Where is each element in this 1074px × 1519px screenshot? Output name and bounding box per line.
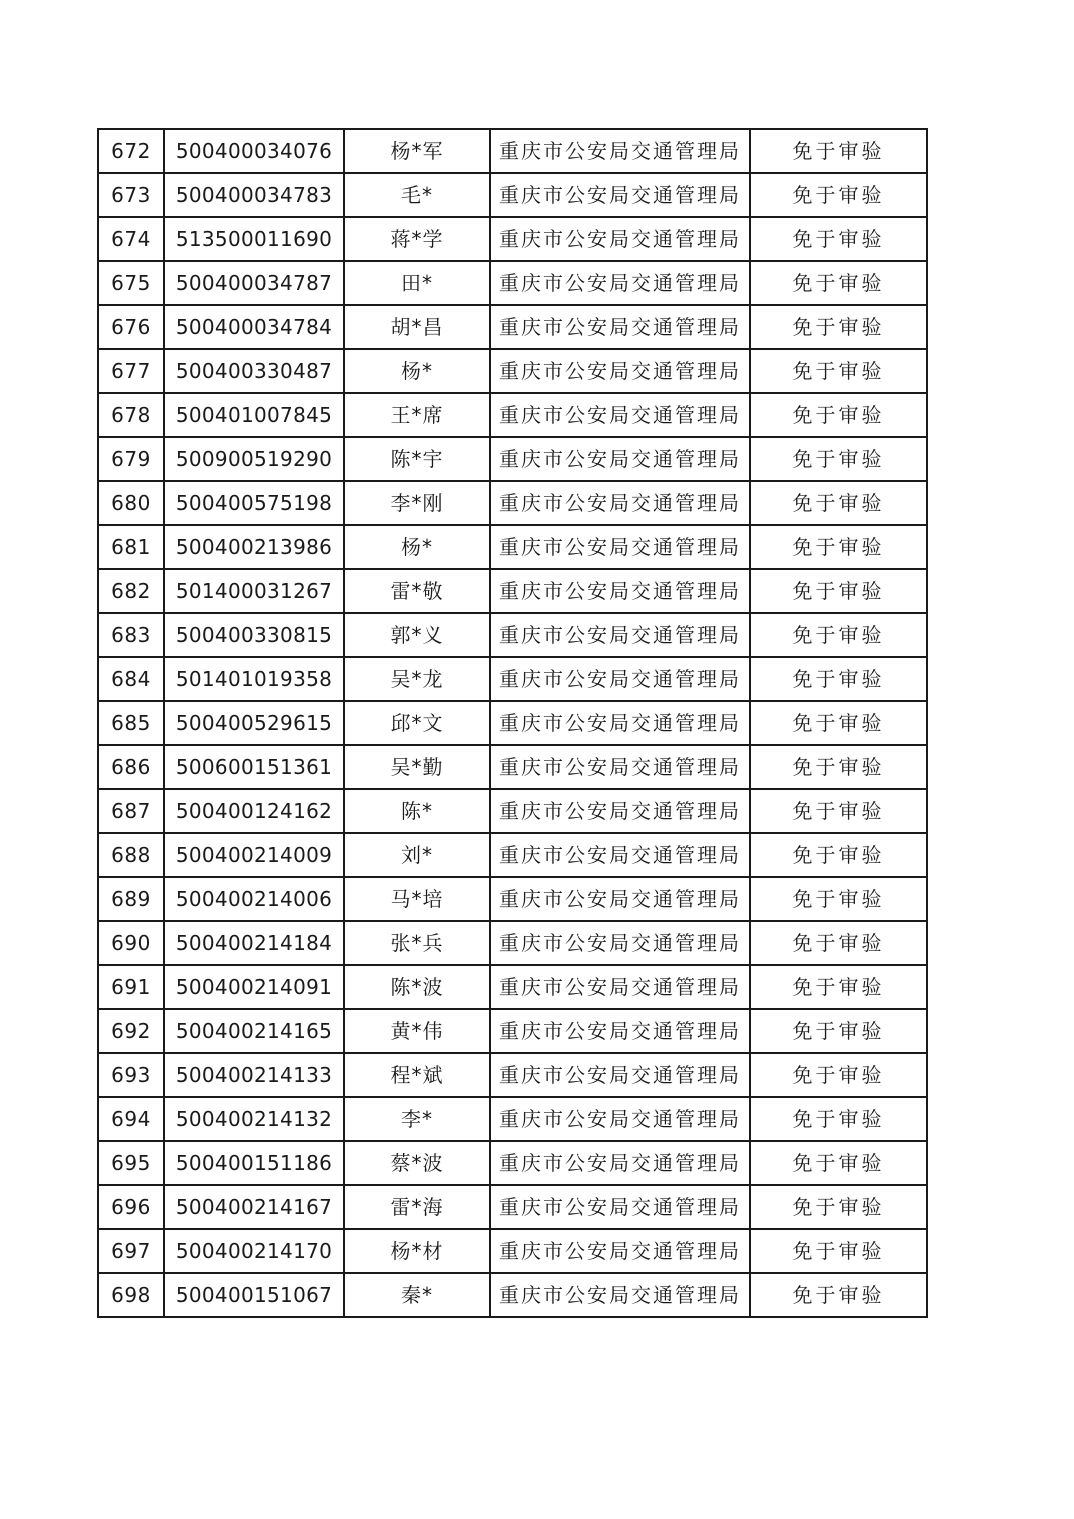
authority-cell: 重庆市公安局交通管理局 bbox=[490, 965, 750, 1009]
record-id-cell: 500400330815 bbox=[164, 613, 344, 657]
table-row bbox=[98, 877, 927, 921]
record-id-cell: 500400034783 bbox=[164, 173, 344, 217]
record-id-cell: 500400214006 bbox=[164, 877, 344, 921]
row-number-cell: 682 bbox=[98, 569, 164, 613]
records-table bbox=[97, 128, 928, 1318]
row-number-cell: 685 bbox=[98, 701, 164, 745]
table-row bbox=[98, 217, 927, 261]
person-name-cell: 黄*伟 bbox=[344, 1009, 490, 1053]
person-name-cell: 陈*波 bbox=[344, 965, 490, 1009]
table-row bbox=[98, 481, 927, 525]
record-id-cell: 513500011690 bbox=[164, 217, 344, 261]
authority-cell: 重庆市公安局交通管理局 bbox=[490, 393, 750, 437]
result-cell: 免于审验 bbox=[750, 657, 927, 701]
table-row bbox=[98, 1141, 927, 1185]
person-name-cell: 杨* bbox=[344, 525, 490, 569]
result-cell: 免于审验 bbox=[750, 1185, 927, 1229]
table-row bbox=[98, 393, 927, 437]
person-name-cell: 张*兵 bbox=[344, 921, 490, 965]
authority-cell: 重庆市公安局交通管理局 bbox=[490, 833, 750, 877]
record-id-cell: 500400214091 bbox=[164, 965, 344, 1009]
row-number-cell: 695 bbox=[98, 1141, 164, 1185]
person-name-cell: 陈*宇 bbox=[344, 437, 490, 481]
table-row bbox=[98, 1185, 927, 1229]
authority-cell: 重庆市公安局交通管理局 bbox=[490, 745, 750, 789]
person-name-cell: 吴*龙 bbox=[344, 657, 490, 701]
row-number-cell: 673 bbox=[98, 173, 164, 217]
table-row bbox=[98, 1009, 927, 1053]
result-cell: 免于审验 bbox=[750, 481, 927, 525]
authority-cell: 重庆市公安局交通管理局 bbox=[490, 569, 750, 613]
result-cell: 免于审验 bbox=[750, 833, 927, 877]
person-name-cell: 陈* bbox=[344, 789, 490, 833]
row-number-cell: 676 bbox=[98, 305, 164, 349]
person-name-cell: 秦* bbox=[344, 1273, 490, 1317]
table-row bbox=[98, 1097, 927, 1141]
row-number-cell: 687 bbox=[98, 789, 164, 833]
authority-cell: 重庆市公安局交通管理局 bbox=[490, 349, 750, 393]
result-cell: 免于审验 bbox=[750, 701, 927, 745]
result-cell: 免于审验 bbox=[750, 877, 927, 921]
person-name-cell: 郭*义 bbox=[344, 613, 490, 657]
table-row bbox=[98, 1229, 927, 1273]
result-cell: 免于审验 bbox=[750, 745, 927, 789]
table-row bbox=[98, 1273, 927, 1317]
person-name-cell: 杨*军 bbox=[344, 129, 490, 173]
result-cell: 免于审验 bbox=[750, 1229, 927, 1273]
record-id-cell: 500400151186 bbox=[164, 1141, 344, 1185]
table-row bbox=[98, 525, 927, 569]
person-name-cell: 蒋*学 bbox=[344, 217, 490, 261]
record-id-cell: 500400034787 bbox=[164, 261, 344, 305]
result-cell: 免于审验 bbox=[750, 789, 927, 833]
record-id-cell: 500400214165 bbox=[164, 1009, 344, 1053]
person-name-cell: 杨* bbox=[344, 349, 490, 393]
result-cell: 免于审验 bbox=[750, 305, 927, 349]
table-row bbox=[98, 657, 927, 701]
person-name-cell: 雷*敬 bbox=[344, 569, 490, 613]
table-row bbox=[98, 921, 927, 965]
table-row bbox=[98, 965, 927, 1009]
row-number-cell: 678 bbox=[98, 393, 164, 437]
row-number-cell: 688 bbox=[98, 833, 164, 877]
authority-cell: 重庆市公安局交通管理局 bbox=[490, 1053, 750, 1097]
table-row bbox=[98, 833, 927, 877]
row-number-cell: 694 bbox=[98, 1097, 164, 1141]
record-id-cell: 500400214009 bbox=[164, 833, 344, 877]
authority-cell: 重庆市公安局交通管理局 bbox=[490, 129, 750, 173]
result-cell: 免于审验 bbox=[750, 1097, 927, 1141]
authority-cell: 重庆市公安局交通管理局 bbox=[490, 261, 750, 305]
row-number-cell: 686 bbox=[98, 745, 164, 789]
authority-cell: 重庆市公安局交通管理局 bbox=[490, 481, 750, 525]
result-cell: 免于审验 bbox=[750, 217, 927, 261]
result-cell: 免于审验 bbox=[750, 437, 927, 481]
authority-cell: 重庆市公安局交通管理局 bbox=[490, 525, 750, 569]
result-cell: 免于审验 bbox=[750, 921, 927, 965]
authority-cell: 重庆市公安局交通管理局 bbox=[490, 1229, 750, 1273]
table-row bbox=[98, 437, 927, 481]
record-id-cell: 500400214184 bbox=[164, 921, 344, 965]
record-id-cell: 501401019358 bbox=[164, 657, 344, 701]
person-name-cell: 吴*勤 bbox=[344, 745, 490, 789]
table-row bbox=[98, 745, 927, 789]
record-id-cell: 501400031267 bbox=[164, 569, 344, 613]
table-row bbox=[98, 1053, 927, 1097]
authority-cell: 重庆市公安局交通管理局 bbox=[490, 1009, 750, 1053]
result-cell: 免于审验 bbox=[750, 261, 927, 305]
row-number-cell: 681 bbox=[98, 525, 164, 569]
record-id-cell: 500400214133 bbox=[164, 1053, 344, 1097]
record-id-cell: 500400214167 bbox=[164, 1185, 344, 1229]
record-id-cell: 500400124162 bbox=[164, 789, 344, 833]
table-row bbox=[98, 613, 927, 657]
table-row bbox=[98, 261, 927, 305]
authority-cell: 重庆市公安局交通管理局 bbox=[490, 1273, 750, 1317]
record-id-cell: 500400330487 bbox=[164, 349, 344, 393]
table-row bbox=[98, 789, 927, 833]
authority-cell: 重庆市公安局交通管理局 bbox=[490, 305, 750, 349]
result-cell: 免于审验 bbox=[750, 1141, 927, 1185]
result-cell: 免于审验 bbox=[750, 129, 927, 173]
authority-cell: 重庆市公安局交通管理局 bbox=[490, 1141, 750, 1185]
person-name-cell: 蔡*波 bbox=[344, 1141, 490, 1185]
table-row bbox=[98, 569, 927, 613]
person-name-cell: 程*斌 bbox=[344, 1053, 490, 1097]
table-row bbox=[98, 129, 927, 173]
row-number-cell: 698 bbox=[98, 1273, 164, 1317]
result-cell: 免于审验 bbox=[750, 1273, 927, 1317]
table-row bbox=[98, 349, 927, 393]
record-id-cell: 500400214132 bbox=[164, 1097, 344, 1141]
record-id-cell: 500400034784 bbox=[164, 305, 344, 349]
person-name-cell: 田* bbox=[344, 261, 490, 305]
result-cell: 免于审验 bbox=[750, 393, 927, 437]
result-cell: 免于审验 bbox=[750, 1009, 927, 1053]
authority-cell: 重庆市公安局交通管理局 bbox=[490, 173, 750, 217]
authority-cell: 重庆市公安局交通管理局 bbox=[490, 877, 750, 921]
row-number-cell: 672 bbox=[98, 129, 164, 173]
table-row bbox=[98, 701, 927, 745]
record-id-cell: 500400034076 bbox=[164, 129, 344, 173]
person-name-cell: 马*培 bbox=[344, 877, 490, 921]
record-id-cell: 500600151361 bbox=[164, 745, 344, 789]
result-cell: 免于审验 bbox=[750, 613, 927, 657]
record-id-cell: 500401007845 bbox=[164, 393, 344, 437]
record-id-cell: 500400529615 bbox=[164, 701, 344, 745]
row-number-cell: 693 bbox=[98, 1053, 164, 1097]
result-cell: 免于审验 bbox=[750, 349, 927, 393]
row-number-cell: 689 bbox=[98, 877, 164, 921]
row-number-cell: 680 bbox=[98, 481, 164, 525]
record-id-cell: 500400575198 bbox=[164, 481, 344, 525]
row-number-cell: 696 bbox=[98, 1185, 164, 1229]
person-name-cell: 王*席 bbox=[344, 393, 490, 437]
authority-cell: 重庆市公安局交通管理局 bbox=[490, 701, 750, 745]
row-number-cell: 691 bbox=[98, 965, 164, 1009]
person-name-cell: 雷*海 bbox=[344, 1185, 490, 1229]
authority-cell: 重庆市公安局交通管理局 bbox=[490, 921, 750, 965]
authority-cell: 重庆市公安局交通管理局 bbox=[490, 1097, 750, 1141]
person-name-cell: 邱*文 bbox=[344, 701, 490, 745]
authority-cell: 重庆市公安局交通管理局 bbox=[490, 789, 750, 833]
row-number-cell: 690 bbox=[98, 921, 164, 965]
record-id-cell: 500400151067 bbox=[164, 1273, 344, 1317]
person-name-cell: 刘* bbox=[344, 833, 490, 877]
person-name-cell: 杨*材 bbox=[344, 1229, 490, 1273]
result-cell: 免于审验 bbox=[750, 173, 927, 217]
person-name-cell: 李*刚 bbox=[344, 481, 490, 525]
row-number-cell: 684 bbox=[98, 657, 164, 701]
row-number-cell: 679 bbox=[98, 437, 164, 481]
row-number-cell: 675 bbox=[98, 261, 164, 305]
record-id-cell: 500900519290 bbox=[164, 437, 344, 481]
authority-cell: 重庆市公安局交通管理局 bbox=[490, 217, 750, 261]
table-row bbox=[98, 305, 927, 349]
record-id-cell: 500400214170 bbox=[164, 1229, 344, 1273]
authority-cell: 重庆市公安局交通管理局 bbox=[490, 613, 750, 657]
row-number-cell: 677 bbox=[98, 349, 164, 393]
result-cell: 免于审验 bbox=[750, 525, 927, 569]
records-table-body bbox=[98, 129, 927, 1317]
person-name-cell: 毛* bbox=[344, 173, 490, 217]
authority-cell: 重庆市公安局交通管理局 bbox=[490, 437, 750, 481]
record-id-cell: 500400213986 bbox=[164, 525, 344, 569]
person-name-cell: 李* bbox=[344, 1097, 490, 1141]
row-number-cell: 697 bbox=[98, 1229, 164, 1273]
row-number-cell: 683 bbox=[98, 613, 164, 657]
result-cell: 免于审验 bbox=[750, 569, 927, 613]
result-cell: 免于审验 bbox=[750, 1053, 927, 1097]
row-number-cell: 692 bbox=[98, 1009, 164, 1053]
row-number-cell: 674 bbox=[98, 217, 164, 261]
result-cell: 免于审验 bbox=[750, 965, 927, 1009]
authority-cell: 重庆市公安局交通管理局 bbox=[490, 1185, 750, 1229]
table-row bbox=[98, 173, 927, 217]
authority-cell: 重庆市公安局交通管理局 bbox=[490, 657, 750, 701]
person-name-cell: 胡*昌 bbox=[344, 305, 490, 349]
